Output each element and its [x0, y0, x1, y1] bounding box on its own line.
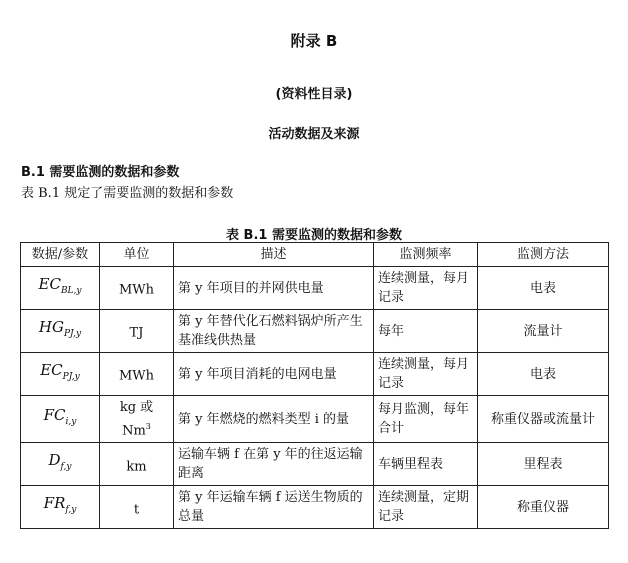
- description-cell: 第 y 年项目消耗的电网电量: [174, 353, 374, 396]
- column-header: 单位: [100, 243, 174, 267]
- parameter-subscript: BL,y: [60, 286, 82, 296]
- section-text: 表 B.1 规定了需要监测的数据和参数: [21, 186, 234, 201]
- description-cell: 第 y 年替代化石燃料锅炉所产生基准线供热量: [174, 310, 374, 353]
- method-cell: 称重仪器或流量计: [478, 396, 609, 443]
- unit-cell: [100, 353, 174, 396]
- table-row: [21, 443, 609, 486]
- table-row: [21, 353, 609, 396]
- method-cell: 称重仪器: [478, 486, 609, 529]
- column-header: 数据/参数: [21, 243, 100, 267]
- unit-text: kg 或 Nm: [119, 400, 154, 439]
- method-cell: 流量计: [478, 310, 609, 353]
- parameter-cell: [21, 486, 100, 529]
- description-cell: 第 y 年运输车辆 f 运送生物质的总量: [174, 486, 374, 529]
- column-header: 监测方法: [478, 243, 609, 267]
- table-row: [21, 310, 609, 353]
- parameter-subscript: PJ,y: [62, 372, 80, 382]
- description-cell: 运输车辆 f 在第 y 年的往返运输距离: [174, 443, 374, 486]
- parameter-cell: [21, 353, 100, 396]
- description-cell: 第 y 年燃烧的燃料类型 i 的量: [174, 396, 374, 443]
- appendix-title: 附录 B: [290, 32, 338, 50]
- unit-cell: [100, 396, 174, 443]
- parameter-cell: [21, 443, 100, 486]
- parameter-symbol: EC: [40, 361, 63, 379]
- method-cell: 电表: [478, 267, 609, 310]
- parameter-symbol: FR: [43, 494, 66, 513]
- frequency-cell: 连续测量，每月记录: [374, 267, 478, 310]
- parameter-cell: [21, 267, 100, 310]
- unit-text: MWh: [118, 368, 155, 384]
- parameter-subscript: PJ,y: [63, 329, 82, 339]
- table-row: [21, 396, 609, 443]
- table-row: [21, 267, 609, 310]
- unit-text: t: [133, 501, 140, 517]
- parameter-symbol: EC: [38, 275, 61, 293]
- parameter-subscript: i,y: [65, 417, 77, 428]
- section-heading: B.1 需要监测的数据和参数: [21, 165, 180, 180]
- parameter-symbol: D: [48, 451, 61, 470]
- frequency-cell: 每月监测，每年合计: [374, 396, 478, 443]
- unit-superscript: 3: [145, 422, 151, 431]
- unit-cell: [100, 267, 174, 310]
- unit-text: km: [126, 458, 147, 474]
- unit-cell: [100, 486, 174, 529]
- column-header: 监测频率: [374, 243, 478, 267]
- parameter-cell: [21, 310, 100, 353]
- table-caption: 表 B.1 需要监测的数据和参数: [226, 228, 402, 243]
- description-cell: 第 y 年项目的并网供电量: [174, 267, 374, 310]
- unit-cell: [100, 310, 174, 353]
- table-row: [21, 486, 609, 529]
- unit-text: MWh: [118, 282, 155, 298]
- method-cell: 电表: [478, 353, 609, 396]
- frequency-cell: 每年: [374, 310, 478, 353]
- frequency-cell: 连续测量，每月记录: [374, 353, 478, 396]
- appendix-heading: 活动数据及来源: [268, 127, 360, 142]
- method-cell: 里程表: [478, 443, 609, 486]
- unit-cell: [100, 443, 174, 486]
- column-header: 描述: [174, 243, 374, 267]
- parameters-table: [20, 242, 609, 529]
- parameter-subscript: f,y: [65, 505, 77, 516]
- parameter-symbol: FC: [43, 406, 66, 425]
- unit-text: TJ: [129, 325, 144, 341]
- parameter-subscript: f,y: [60, 462, 72, 473]
- table-header-row: [21, 243, 609, 267]
- frequency-cell: 连续测量，定期记录: [374, 486, 478, 529]
- parameter-cell: [21, 396, 100, 443]
- appendix-subtitle: (资料性目录): [275, 87, 353, 102]
- frequency-cell: 车辆里程表: [374, 443, 478, 486]
- parameter-symbol: HG: [38, 318, 64, 336]
